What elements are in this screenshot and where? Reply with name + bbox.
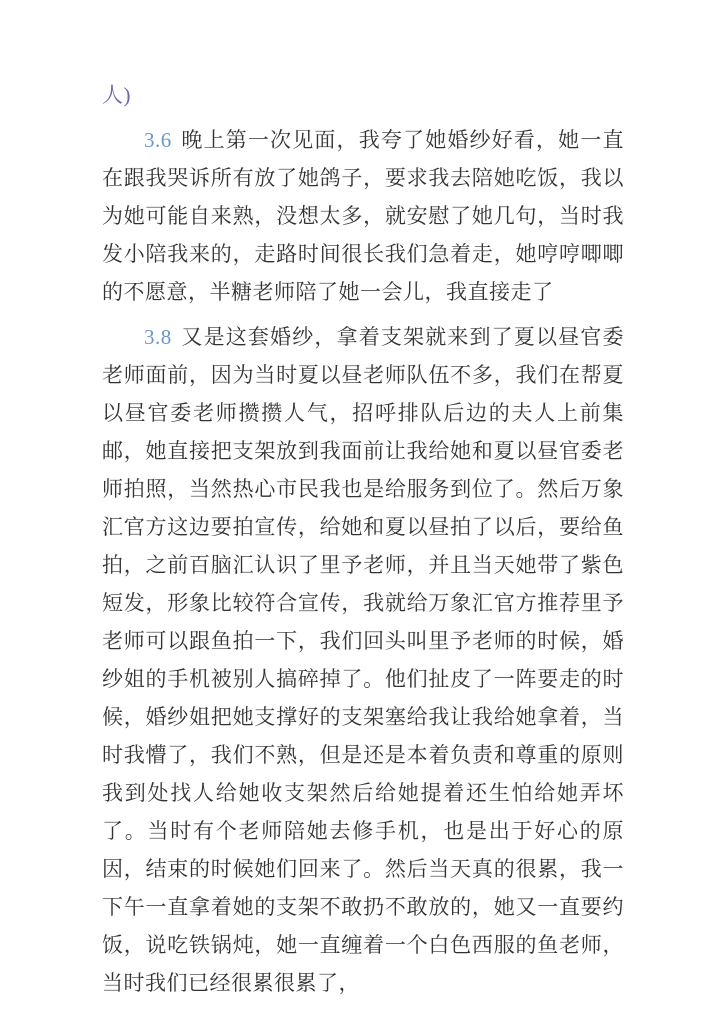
- paragraph-fragment: 人): [102, 83, 131, 107]
- paragraph: [102, 318, 624, 1002]
- paragraph-text: 晚上第一次见面，我夸了她婚纱好看，她一直在跟我哭诉所有放了她鸽子，要求我去陪她吃饭，我以为她可能自来熟，没想太多，就安慰了她几句，当时我发小陪我来的，走路时间很长我们急着走，她哼哼唧唧的不愿意，半糖老师陪了她一会儿，我直接走了: [102, 128, 624, 304]
- date-marker: 3.8: [144, 325, 172, 349]
- date-marker: 3.6: [144, 128, 172, 152]
- paragraph: [102, 121, 624, 311]
- paragraph-text: 又是这套婚纱，拿着支架就来到了夏以昼官委老师面前，因为当时夏以昼老师队伍不多，我们在帮夏以昼官委老师攒攒人气，招呼排队后边的夫人上前集邮，她直接把支架放到我面前让我给她和夏以昼官委老师拍照，当然热心市民我也是给服务到位了。然后万象汇官方这边要拍宣传，给她和夏以昼拍了以后，要给鱼拍，之前百脑汇认识了里予老师，并且当天她带了紫色短发，形象比较符合宣传，我就给万象汇官方推荐里予老师可以跟鱼拍一下，我们回头叫里予老师的时候，婚纱姐的手机被别人搞碎掉了。他们扯皮了一阵要走的时候，婚纱姐把她支撑好的支架塞给我让我给她拿着，当时我懵了，我们不熟，但是还是本着负责和尊重的原则我到处找人给她收支架然后给她提着还生怕给她弄坏了。当时有个老师陪她去修手机，也是出于好心的原因，结束的时候她们回来了。然后当天真的很累，我一下午一直拿着她的支架不敢扔不敢放的，她又一直要约饭，说吃铁锅炖，她一直缠着一个白色西服的鱼老师，当时我们已经很累很累了，: [102, 325, 624, 995]
